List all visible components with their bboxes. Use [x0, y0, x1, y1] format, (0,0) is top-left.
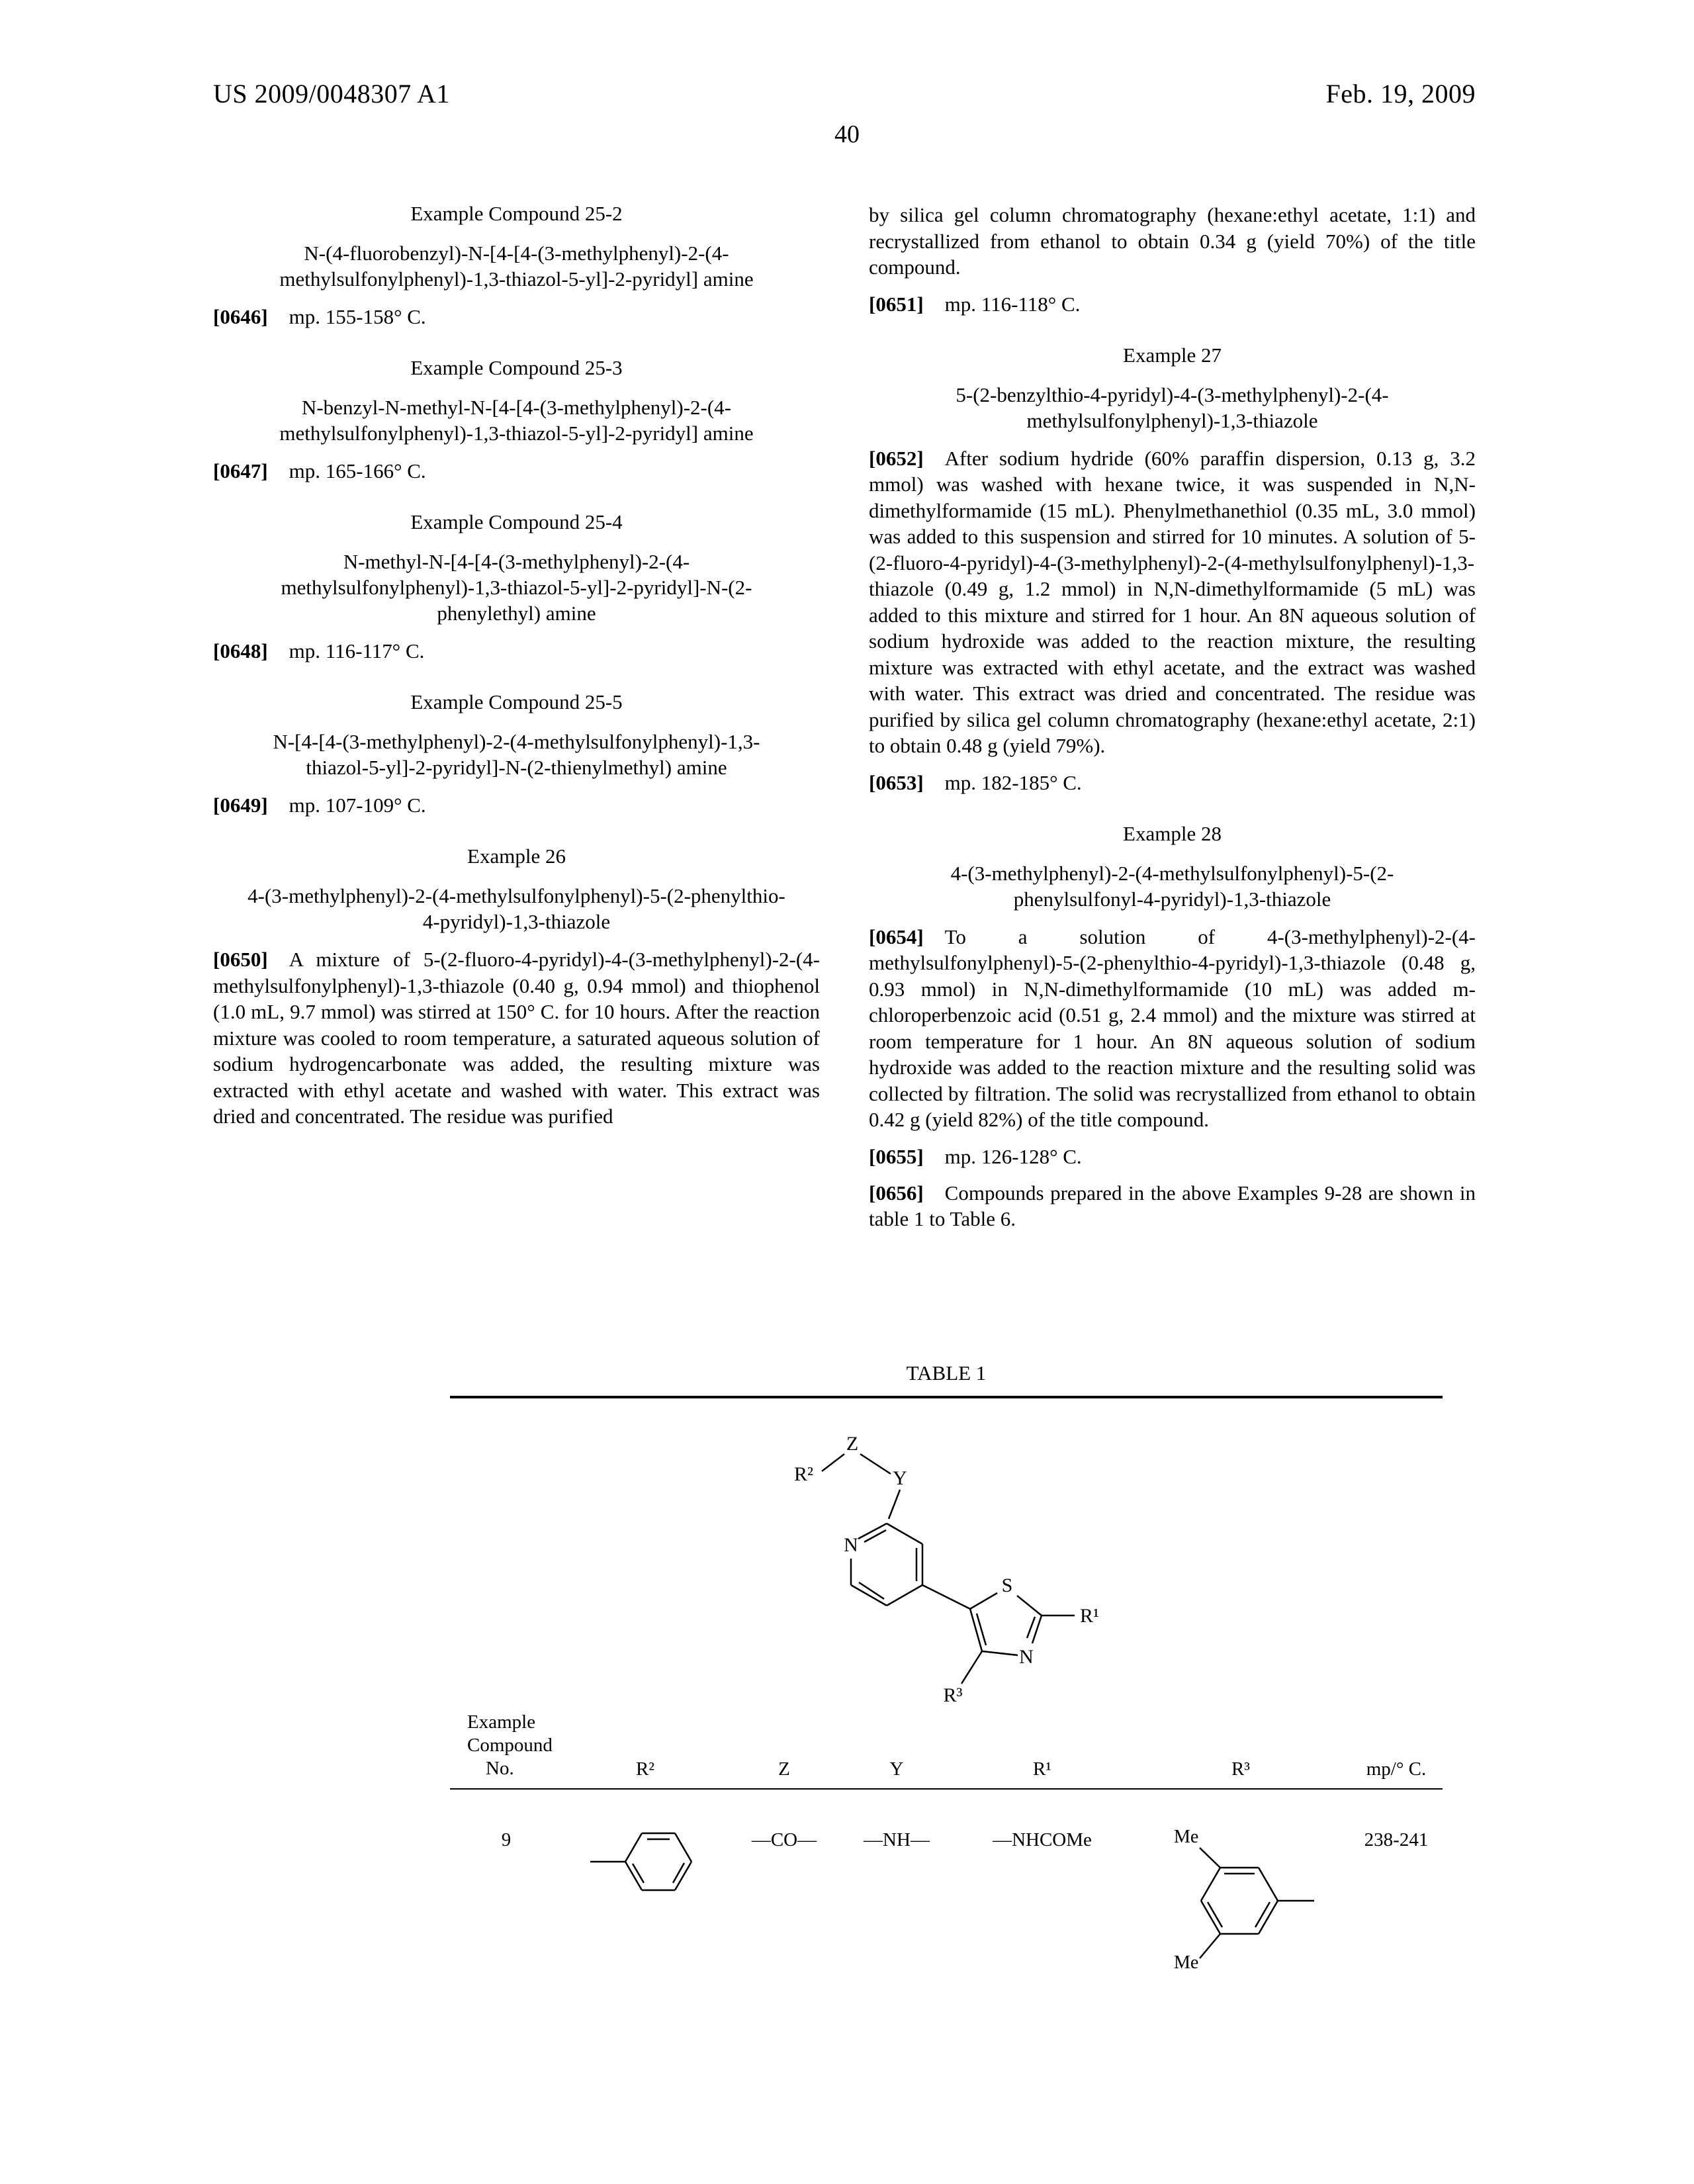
melting-point-0651	[869, 291, 1476, 317]
publication-date: Feb. 19, 2009	[1325, 79, 1476, 109]
phenyl-bonds	[590, 1833, 691, 1890]
col-header-y: Y	[889, 1758, 904, 1780]
col-header-line-example: Example	[467, 1711, 536, 1733]
paragraph-text-0650: A mixture of 5-(2-fluoro-4-pyridyl)-4-(3-methylphenyl)-2-(4-methylsulfonylphenyl)-1,3-thiazole (0.40 g, 0.94 mmol) and thiophenol (1.0 mL, 9.7 mmol) was stirred at 150° C. for 10 hours. After the reaction mixture was cooled to room temperature, a saturated aqueous solution of sodium hydrogencarbonate was added, the resulting mixture was extracted with ethyl acetate and washed with water. This extract was dried and concentrated. The residue was purified	[213, 948, 820, 1128]
table-header-row	[450, 1711, 1443, 1788]
table-top-rule	[450, 1396, 1443, 1398]
structure-atom-labels	[794, 1433, 1099, 1706]
paragraph-0654	[869, 924, 1476, 1133]
compound-name-example-27: 5-(2-benzylthio-4-pyridyl)-4-(3-methylphenyl)-2-(4-methylsulfonylphenyl)-1,3-thiazole	[956, 383, 1389, 432]
paragraph-tag-0654: [0654]	[869, 925, 924, 948]
col-header-example-compound-no	[450, 1711, 562, 1788]
melting-point-value-0646: mp. 155-158° C.	[289, 305, 426, 328]
melting-point-0649	[213, 792, 820, 818]
y-label: Y	[893, 1467, 907, 1489]
pyridine-nitrogen-label: N	[844, 1534, 858, 1556]
paragraph-text-0652: After sodium hydride (60% paraffin dispersion, 0.13 g, 3.2 mmol) was washed with hexane twice, it was suspended in N,N-dimethylformamide (15 mL). Phenylmethanethiol (0.35 mL, 3.0 mmol) was added to this suspension and stirred for 10 minutes. A solution of 5-(2-fluoro-4-pyridyl)-4-(3-methylphenyl)-2-(4-methylsulfonylphenyl)-1,3-thiazole (0.49 g, 1.2 mmol) in N,N-dimethylformamide (5 mL) was added to this mixture and stirred for 1 hour. An 8N aqueous solution of sodium hydroxide was added to the reaction mixture, the resulting mixture was extracted with ethyl acetate, and the extract was washed with water. This extract was dried and concentrated. The residue was purified by silica gel column chromatography (hexane:ethyl acetate, 2:1) to obtain 0.48 g (yield 79%).	[869, 446, 1476, 757]
col-header-r3: R³	[1231, 1758, 1251, 1780]
dimethylphenyl-bonds	[1200, 1848, 1314, 1958]
z-label: Z	[846, 1433, 859, 1455]
cell-mp-value: 238-241	[1364, 1829, 1429, 1850]
melting-point-value-0647: mp. 165-166° C.	[289, 459, 426, 482]
core-structure-diagram	[450, 1416, 1443, 1707]
me-label-top: Me	[1173, 1827, 1198, 1847]
sulfur-label: S	[1001, 1574, 1013, 1596]
thiazole-nitrogen-label: N	[1019, 1646, 1034, 1668]
right-column	[869, 202, 1476, 1243]
compound-name-25-3: N-benzyl-N-methyl-N-[4-[4-(3-methylphenyl)-2-(4-methylsulfonylphenyl)-1,3-thiazol-5-yl]-2-pyridyl] amine	[279, 396, 754, 445]
section-heading-example-28: Example 28	[1123, 821, 1222, 845]
melting-point-value-0648: mp. 116-117° C.	[289, 639, 425, 662]
col-header-r2: R²	[635, 1758, 655, 1780]
table-title: TABLE 1	[906, 1361, 987, 1385]
melting-point-0646	[213, 304, 820, 330]
col-header-line-no: No.	[486, 1758, 514, 1779]
melting-point-0647	[213, 458, 820, 484]
r3-label: R³	[943, 1684, 963, 1706]
melting-point-value-0649: mp. 107-109° C.	[289, 794, 426, 817]
melting-point-value-0653: mp. 182-185° C.	[944, 770, 1082, 794]
melting-point-value-0655: mp. 126-128° C.	[944, 1144, 1082, 1168]
section-heading-example-27: Example 27	[1123, 343, 1222, 367]
paragraph-0652	[869, 445, 1476, 759]
patent-number: US 2009/0048307 A1	[213, 79, 450, 109]
compound-name-example-26: 4-(3-methylphenyl)-2-(4-methylsulfonylphenyl)-5-(2-phenylthio-4-pyridyl)-1,3-thiazole	[247, 884, 785, 933]
table-1-section	[450, 1361, 1443, 2003]
compound-name-25-4: N-methyl-N-[4-[4-(3-methylphenyl)-2-(4-methylsulfonylphenyl)-1,3-thiazol-5-yl]-2-pyridyl]-N-(2-phenylethyl) amine	[281, 550, 752, 625]
table-row-9	[450, 1801, 1443, 2003]
paragraph-text-0654: To a solution of 4-(3-methylphenyl)-2-(4-methylsulfonylphenyl)-5-(2-phenylthio-4-pyridyl)-1,3-thiazole (0.48 g, 0.93 mmol) in N,N-dimethylformamide (10 mL) was added m-chloroperbenzoic acid (0.51 g, 2.4 mmol) and the mixture was stirred at room temperature for 1 hour. An 8N aqueous solution of sodium hydroxide was added to the reaction mixture and the resulting solid was collected by filtration. The solid was recrystallized from ethanol to obtain 0.42 g (yield 82%) of the title compound.	[869, 925, 1476, 1131]
col-header-mp: mp/° C.	[1366, 1758, 1427, 1780]
cell-r1-value: —NHCOMe	[993, 1829, 1092, 1850]
paragraph-0650	[213, 946, 820, 1130]
dimethylphenyl-structure	[1163, 1801, 1319, 2003]
paragraph-0656	[869, 1180, 1476, 1232]
melting-point-0653	[869, 770, 1476, 796]
left-column	[213, 202, 820, 1140]
cell-r2-structure	[562, 1801, 728, 1902]
structure-bonds	[822, 1454, 1075, 1684]
paragraph-tag-0652: [0652]	[869, 446, 924, 470]
compound-name-example-28: 4-(3-methylphenyl)-2-(4-methylsulfonylphenyl)-5-(2-phenylsulfonyl-4-pyridyl)-1,3-thiazole	[950, 861, 1394, 911]
section-heading-example-26: Example 26	[467, 844, 566, 868]
cell-r3-structure	[1132, 1801, 1350, 2003]
r1-label: R¹	[1080, 1605, 1100, 1627]
section-heading-example-compound-25-2: Example Compound 25-2	[410, 202, 623, 225]
paragraph-0650-continued: by silica gel column chromatography (hexane:ethyl acetate, 1:1) and recrystallized from ethanol to obtain 0.34 g (yield 70%) of the title compound.	[869, 203, 1476, 279]
page-header	[0, 0, 1694, 109]
section-heading-example-compound-25-3: Example Compound 25-3	[410, 356, 623, 379]
r2-label: R²	[794, 1463, 814, 1485]
cell-y-value: —NH—	[864, 1829, 930, 1850]
paragraph-tag-0646: [0646]	[213, 305, 268, 328]
table-header-rule	[450, 1788, 1443, 1790]
paragraph-tag-0653: [0653]	[869, 770, 924, 794]
col-header-r1: R¹	[1032, 1758, 1052, 1780]
me-label-bottom: Me	[1173, 1952, 1198, 1973]
phenyl-structure	[588, 1821, 703, 1902]
melting-point-value-0651: mp. 116-118° C.	[944, 292, 1081, 316]
paragraph-tag-0651: [0651]	[869, 292, 924, 316]
paragraph-tag-0649: [0649]	[213, 794, 268, 817]
paragraph-tag-0650: [0650]	[213, 948, 268, 971]
paragraph-tag-0647: [0647]	[213, 459, 268, 482]
paragraph-tag-0656: [0656]	[869, 1181, 924, 1205]
paragraph-tag-0648: [0648]	[213, 639, 268, 662]
col-header-z: Z	[778, 1758, 790, 1780]
col-header-line-compound: Compound	[467, 1735, 553, 1756]
section-heading-example-compound-25-5: Example Compound 25-5	[410, 690, 623, 713]
pyridyl-thiazole-structure	[774, 1416, 1118, 1707]
paragraph-tag-0655: [0655]	[869, 1144, 924, 1168]
section-heading-example-compound-25-4: Example Compound 25-4	[410, 510, 623, 533]
melting-point-0648	[213, 638, 820, 664]
cell-example-no: 9	[501, 1829, 512, 1850]
compound-name-25-2: N-(4-fluorobenzyl)-N-[4-[4-(3-methylphenyl)-2-(4-methylsulfonylphenyl)-1,3-thiazol-5-yl]-2-pyridyl] amine	[279, 242, 754, 291]
dimethylphenyl-labels	[1174, 1827, 1198, 1973]
text-columns	[0, 202, 1694, 1335]
melting-point-0655	[869, 1144, 1476, 1169]
compound-name-25-5: N-[4-[4-(3-methylphenyl)-2-(4-methylsulfonylphenyl)-1,3-thiazol-5-yl]-2-pyridyl]-N-(2-thienylmethyl) amine	[273, 730, 760, 779]
page-number: 40	[834, 120, 860, 148]
paragraph-text-0656: Compounds prepared in the above Examples 9-28 are shown in table 1 to Table 6.	[869, 1181, 1476, 1230]
cell-z-value: —CO—	[751, 1829, 817, 1850]
